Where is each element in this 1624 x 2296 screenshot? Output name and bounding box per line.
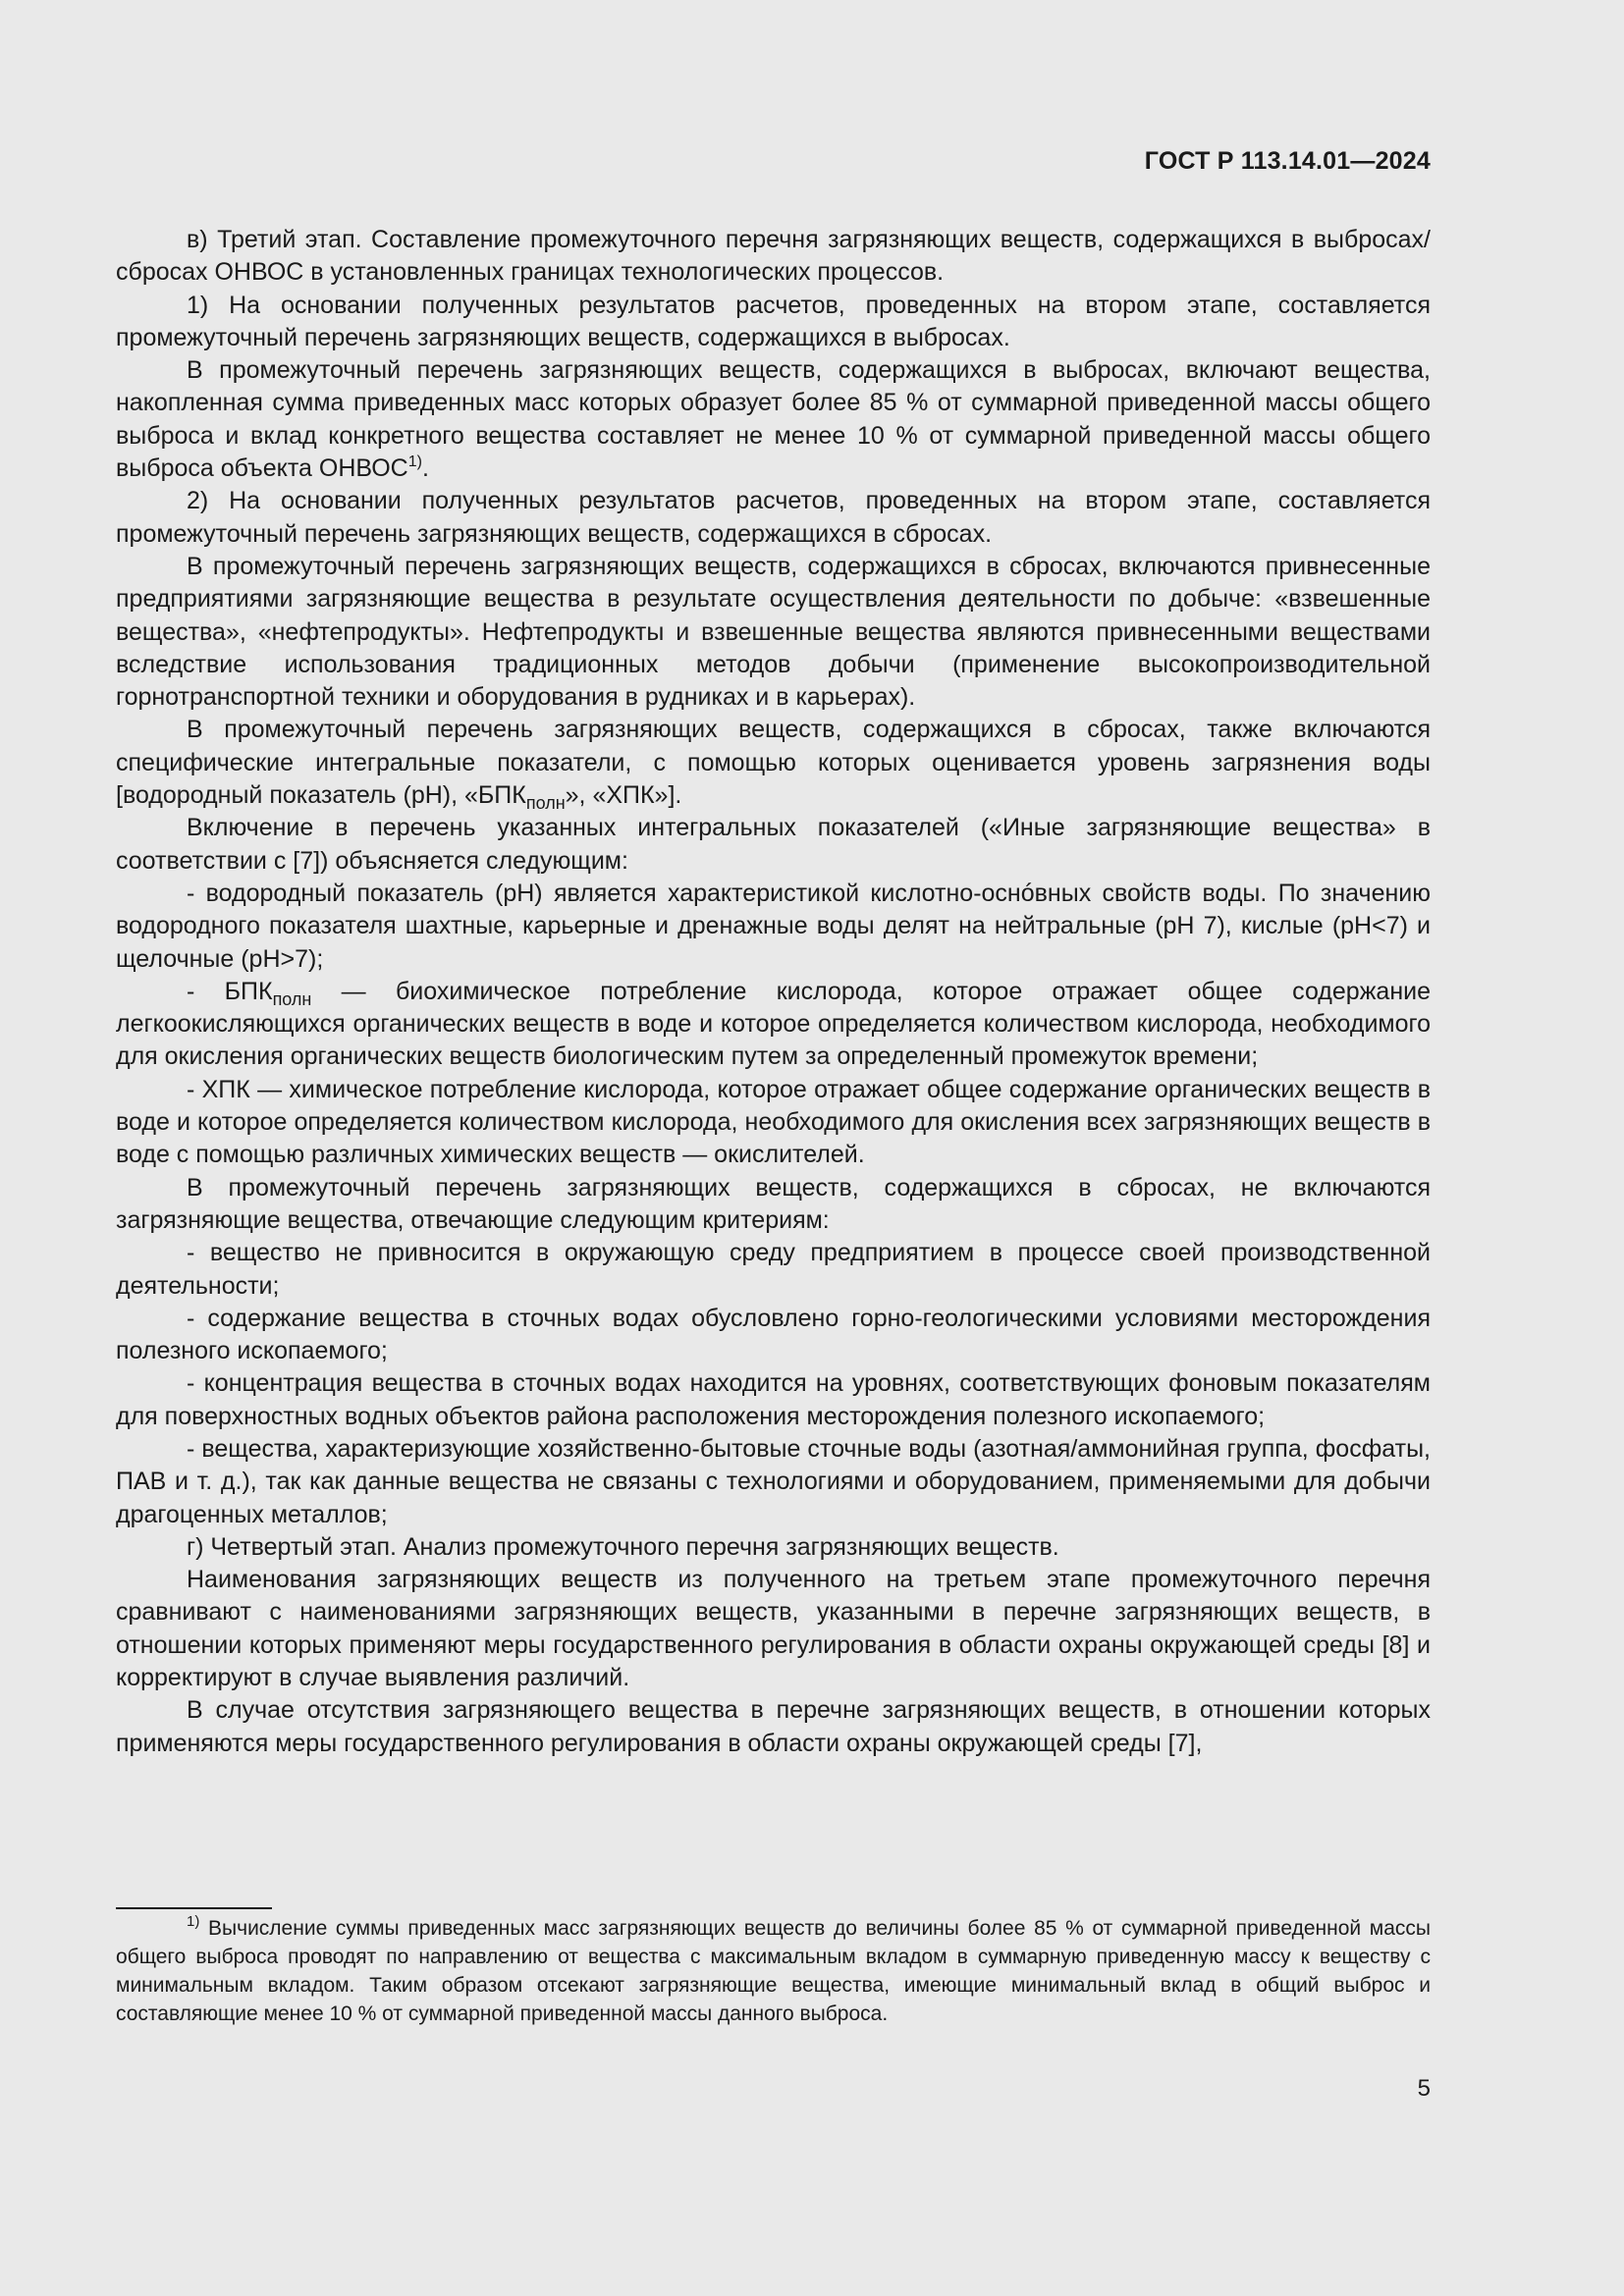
paragraph-discharges-list: В промежуточный перечень загрязняющих веществ, содержащихся в сбросах, включаются привнесенные предприятиями загрязняющие вещества в результате осуществления деятельности по добыче: «взвешенные вещества», «нефтепродукты». Нефтепродукты и взвешенные вещества являются привнесенными веществами вследствие использования традиционных методов добычи (применение высокопроизводительной горнотранспортной техники и оборудования в рудниках и в карьерах). (116, 552, 1431, 712)
list-item-criterion: - содержание вещества в сточных водах обусловлено горно-геологическими условиями месторождения полезного ископаемого; (116, 1304, 1431, 1365)
footnote-marker: 1) (187, 1913, 200, 1930)
paragraph-stage-4: г) Четвертый этап. Анализ промежуточного перечня загрязняющих веществ. (187, 1532, 1059, 1561)
paragraph-emissions-list: В промежуточный перечень загрязняющих веществ, содержащихся в выбросах, включают вещества, накопленная сумма приведенных масс которых образует более 85 % от суммарной приведенной массы общего выброса и вклад конкретного вещества составляет не менее 10 % от суммарной приведенной массы общего выброса объекта ОНВОС$^{1)}$. (116, 356, 1431, 483)
footnote: $^{1)}$ Вычисление суммы приведенных масс загрязняющих веществ до величины более 85 % от суммарной приведенной массы общего выброса проводят по направлению от вещества с максимальным вкладом в суммарную приведенную массу к веществу с минимальным вкладом. Таким образом отсекают загрязняющие вещества, имеющие минимальный вклад в общий выброс и составляющие менее 10 % от суммарной приведенной массы данного выброса. (116, 1913, 1431, 2025)
paragraph-integral-indicators: В промежуточный перечень загрязняющих веществ, содержащихся в сбросах, также включаются специфические интегральные показатели, с помощью которых оценивается уровень загрязнения воды [водородный показатель (pH), «$БПК_{полн}$», «ХПК»]. (116, 716, 1431, 814)
list-item-criterion: - концентрация вещества в сточных водах находится на уровнях, соответствующих фоновым показателям для поверхностных водных объектов района расположения месторождения полезного ископаемого; (116, 1369, 1431, 1430)
paragraph-item-2: 2) На основании полученных результатов расчетов, проведенных на втором этапе, составляется промежуточный перечень загрязняющих веществ, содержащихся в сбросах. (116, 487, 1431, 548)
list-item-bpk: - $БПК_{полн}$ — биохимическое потребление кислорода, которое отражает общее содержание легкоокисляющихся органических веществ в воде и которое определяется количеством кислорода, необходимого для окисления органических веществ биологическим путем за определенный промежуток времени; (116, 977, 1432, 1071)
footnote-ref[interactable]: 1) (407, 454, 422, 471)
list-item-criterion: - вещество не привносится в окружающую среду предприятием в процессе своей производственной деятельности; (116, 1239, 1431, 1300)
list-item-hpk: - ХПК — химическое потребление кислорода, которое отражает общее содержание органических веществ в воде и которое определяется количеством кислорода, необходимого для окисления всех загрязняющих веществ в воде с помощью различных химических веществ — окислителей. (116, 1075, 1431, 1169)
paragraph-absence-case: В случае отсутствия загрязняющего вещества в перечне загрязняющих веществ, в отношении которых применяются меры государственного регулирования в области охраны окружающей среды [7], (116, 1696, 1431, 1757)
paragraph-comparison: Наименования загрязняющих веществ из полученного на третьем этапе промежуточного перечня сравнивают с наименованиями загрязняющих веществ, указанными в перечне загрязняющих веществ, в отношении которых применяют меры государственного регулирования в области охраны окружающей среды [8] и корректируют в случае выявления различий. (116, 1566, 1431, 1692)
document-number-header: ГОСТ Р 113.14.01—2024 (1144, 147, 1431, 175)
paragraph-stage-3: в) Третий этап. Составление промежуточного перечня загрязняющих веществ, содержащихся в выбросах/сбросах ОНВОС в установленных границах технологических процессов. (116, 226, 1431, 287)
body-text (116, 224, 1431, 1760)
list-item-ph: - водородный показатель (pH) является характеристикой кислотно-оснóвных свойств воды. По значению водородного показателя шахтные, карьерные и дренажные воды делят на нейтральные (pH 7), кислые (pH<7) и щелочные (pH>7); (116, 879, 1431, 973)
paragraph-inclusion-rationale: Включение в перечень указанных интегральных показателей («Иные загрязняющие вещества» в соответствии с [7]) объясняется следующим: (116, 814, 1431, 875)
paragraph-exclusion-criteria: В промежуточный перечень загрязняющих веществ, содержащихся в сбросах, не включаются загрязняющие вещества, отвечающие следующим критериям: (116, 1173, 1431, 1234)
paragraph-item-1: 1) На основании полученных результатов расчетов, проведенных на втором этапе, составляется промежуточный перечень загрязняющих веществ, содержащихся в выбросах. (116, 291, 1431, 351)
footnote-divider (116, 1907, 272, 1909)
page-number: 5 (1417, 2075, 1431, 2102)
list-item-criterion: - вещества, характеризующие хозяйственно-бытовые сточные воды (азотная/аммонийная группа, фосфаты, ПАВ и т. д.), так как данные вещества не связаны с технологиями и оборудованием, применяемыми для добычи драгоценных металлов; (116, 1434, 1431, 1528)
